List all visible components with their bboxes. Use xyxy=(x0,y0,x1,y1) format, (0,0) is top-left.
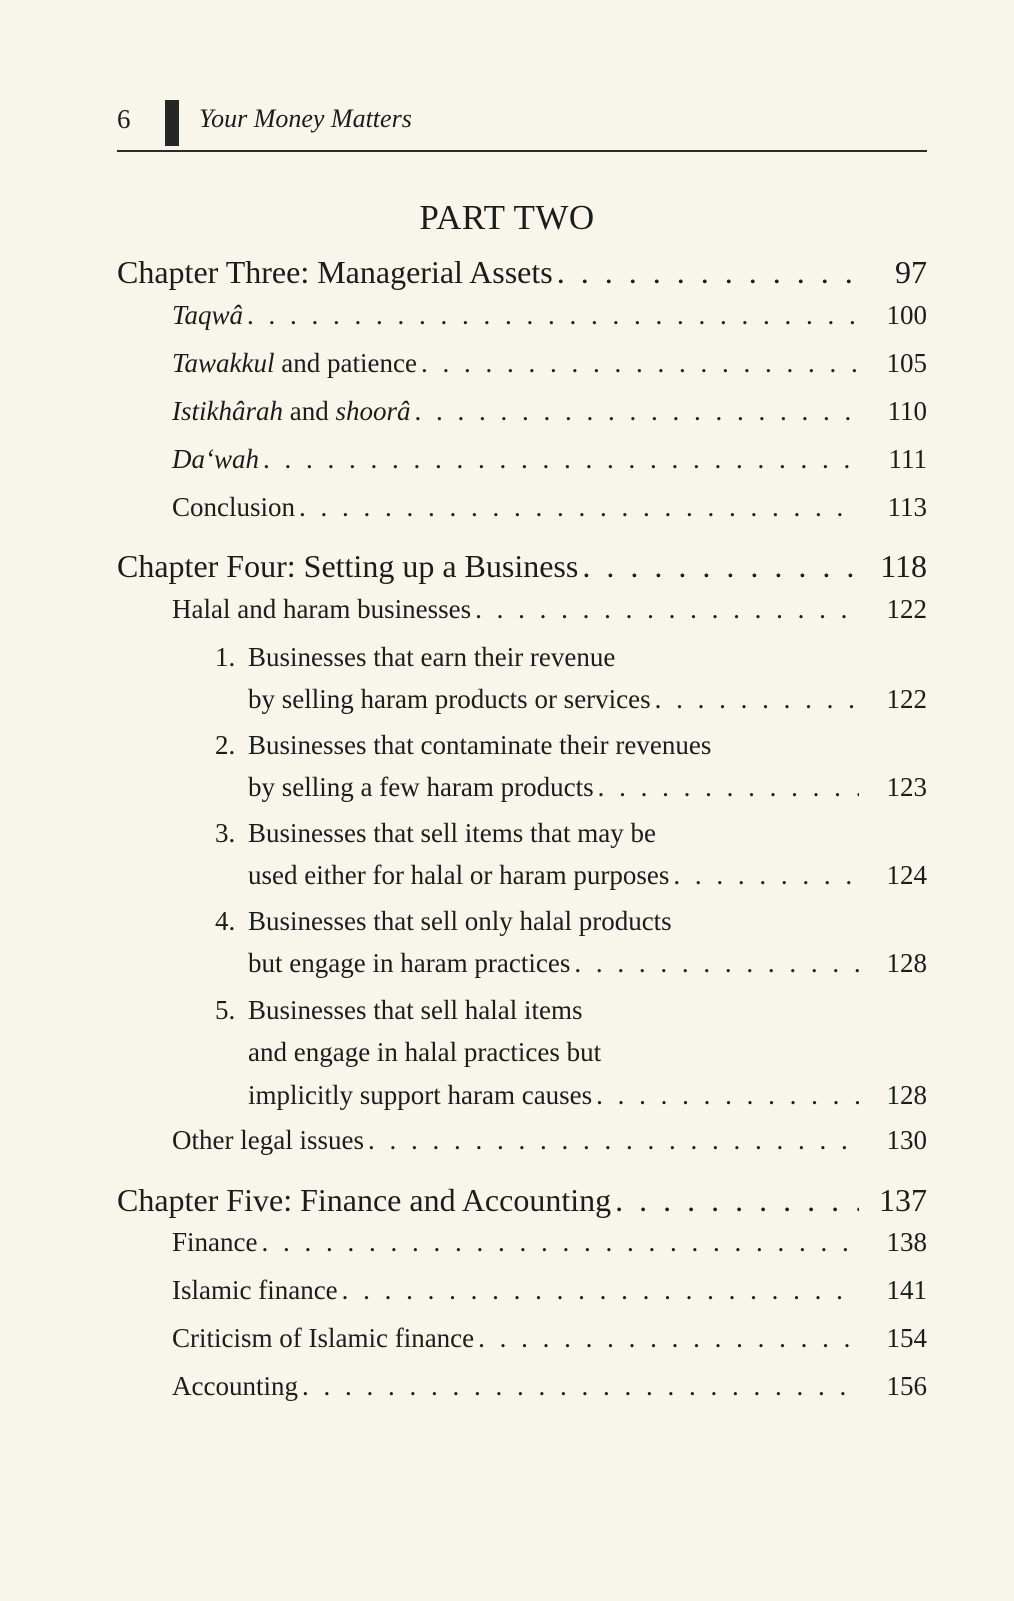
toc-chapter-five[interactable] xyxy=(117,1182,927,1219)
entry-label: Accounting xyxy=(172,1371,298,1401)
item-number: 4. xyxy=(215,906,236,936)
leader-dots xyxy=(574,948,859,979)
page-ref: 141 xyxy=(886,1275,927,1305)
item-number: 3. xyxy=(215,818,236,848)
item-line: and engage in halal practices but xyxy=(248,1037,602,1067)
page-ref: 156 xyxy=(886,1371,927,1401)
leader-dots xyxy=(261,1227,859,1258)
header-bar-mark xyxy=(165,100,179,146)
toc-entry-taqwa[interactable] xyxy=(172,300,927,331)
entry-label: Da‘wah xyxy=(172,444,259,474)
page-ref: 130 xyxy=(886,1125,927,1155)
entry-label-mid: and xyxy=(283,396,336,426)
leader-dots xyxy=(673,860,859,891)
item-number: 5. xyxy=(215,995,236,1025)
item-line: Businesses that sell only halal products xyxy=(248,906,672,936)
entry-label: Finance xyxy=(172,1227,258,1257)
leader-dots xyxy=(475,594,859,625)
part-title: PART TWO xyxy=(419,198,595,237)
page-ref: 110 xyxy=(887,396,927,426)
toc-chapter-four[interactable] xyxy=(117,548,927,585)
page-number: 6 xyxy=(117,104,131,134)
page-ref: 122 xyxy=(886,594,927,624)
leader-dots xyxy=(557,254,859,291)
leader-dots xyxy=(415,396,860,427)
running-title: Your Money Matters xyxy=(199,104,412,133)
leader-dots xyxy=(247,300,859,331)
item-line: by selling a few haram products xyxy=(248,772,594,802)
item-line: Businesses that sell halal items xyxy=(248,995,583,1025)
entry-label: Halal and haram businesses xyxy=(172,594,472,624)
leader-dots xyxy=(302,1371,859,1402)
page-ref: 97 xyxy=(895,254,927,290)
toc-item-5[interactable] xyxy=(248,1080,927,1111)
page-ref: 137 xyxy=(879,1182,927,1218)
page-ref: 154 xyxy=(886,1323,927,1353)
toc-item-1[interactable] xyxy=(248,684,927,715)
entry-label-rest: and patience xyxy=(274,348,417,378)
entry-label-italic: Istikhârah xyxy=(172,396,283,426)
chapter-title: Chapter Four: Setting up a Business xyxy=(117,548,579,584)
item-line: Businesses that sell items that may be xyxy=(248,818,656,848)
item-line: Businesses that contaminate their revenues xyxy=(248,730,712,760)
toc-item-3[interactable] xyxy=(248,860,927,891)
page-header xyxy=(117,100,927,156)
entry-label: Taqwâ xyxy=(172,300,244,330)
entry-label: Islamic finance xyxy=(172,1275,338,1305)
page-ref: 122 xyxy=(886,684,927,714)
item-number: 2. xyxy=(215,730,236,760)
toc-entry-conclusion[interactable] xyxy=(172,492,927,523)
toc-chapter-three[interactable] xyxy=(117,254,927,291)
entry-label: Other legal issues xyxy=(172,1125,364,1155)
leader-dots xyxy=(421,348,859,379)
leader-dots xyxy=(368,1125,859,1156)
toc-entry-accounting[interactable] xyxy=(172,1371,927,1402)
item-line: by selling haram products or services xyxy=(248,684,651,714)
page-ref: 118 xyxy=(880,548,927,584)
leader-dots xyxy=(582,548,859,585)
page-ref: 123 xyxy=(886,772,927,802)
leader-dots xyxy=(596,1080,859,1111)
item-line: implicitly support haram causes xyxy=(248,1080,593,1110)
leader-dots xyxy=(615,1182,859,1219)
item-line: Businesses that earn their revenue xyxy=(248,642,616,672)
page-ref: 128 xyxy=(886,948,927,978)
page-ref: 100 xyxy=(886,300,927,330)
header-rule xyxy=(117,150,927,152)
page-ref: 105 xyxy=(886,348,927,378)
entry-label xyxy=(172,396,411,427)
item-line: used either for halal or haram purposes xyxy=(248,860,670,890)
toc-entry-istikharah[interactable] xyxy=(172,396,927,427)
entry-label: Criticism of Islamic finance xyxy=(172,1323,475,1353)
leader-dots xyxy=(655,684,859,715)
item-number: 1. xyxy=(215,642,236,672)
page-ref: 111 xyxy=(888,444,927,474)
toc-entry-halal-haram[interactable] xyxy=(172,594,927,625)
leader-dots xyxy=(598,772,859,803)
toc-item-2[interactable] xyxy=(248,772,927,803)
page-ref: 138 xyxy=(886,1227,927,1257)
toc-entry-dawah[interactable] xyxy=(172,444,927,475)
entry-label-italic-2: shoorâ xyxy=(335,396,411,426)
toc-item-4[interactable] xyxy=(248,948,927,979)
toc-entry-other-legal[interactable] xyxy=(172,1125,927,1156)
leader-dots xyxy=(263,444,859,475)
toc-entry-islamic-finance[interactable] xyxy=(172,1275,927,1306)
item-line: but engage in haram practices xyxy=(248,948,571,978)
chapter-title: Chapter Five: Finance and Accounting xyxy=(117,1182,612,1218)
leader-dots xyxy=(342,1275,859,1306)
toc-entry-tawakkul[interactable] xyxy=(172,348,927,379)
page-ref: 113 xyxy=(887,492,927,522)
entry-label-italic: Tawakkul xyxy=(172,348,275,378)
page-ref: 128 xyxy=(886,1080,927,1110)
page-ref: 124 xyxy=(886,860,927,890)
toc-entry-criticism[interactable] xyxy=(172,1323,927,1354)
chapter-title: Chapter Three: Managerial Assets xyxy=(117,254,553,290)
toc-entry-finance[interactable] xyxy=(172,1227,927,1258)
entry-label xyxy=(172,348,417,379)
leader-dots xyxy=(478,1323,859,1354)
leader-dots xyxy=(299,492,859,523)
entry-label: Conclusion xyxy=(172,492,296,522)
